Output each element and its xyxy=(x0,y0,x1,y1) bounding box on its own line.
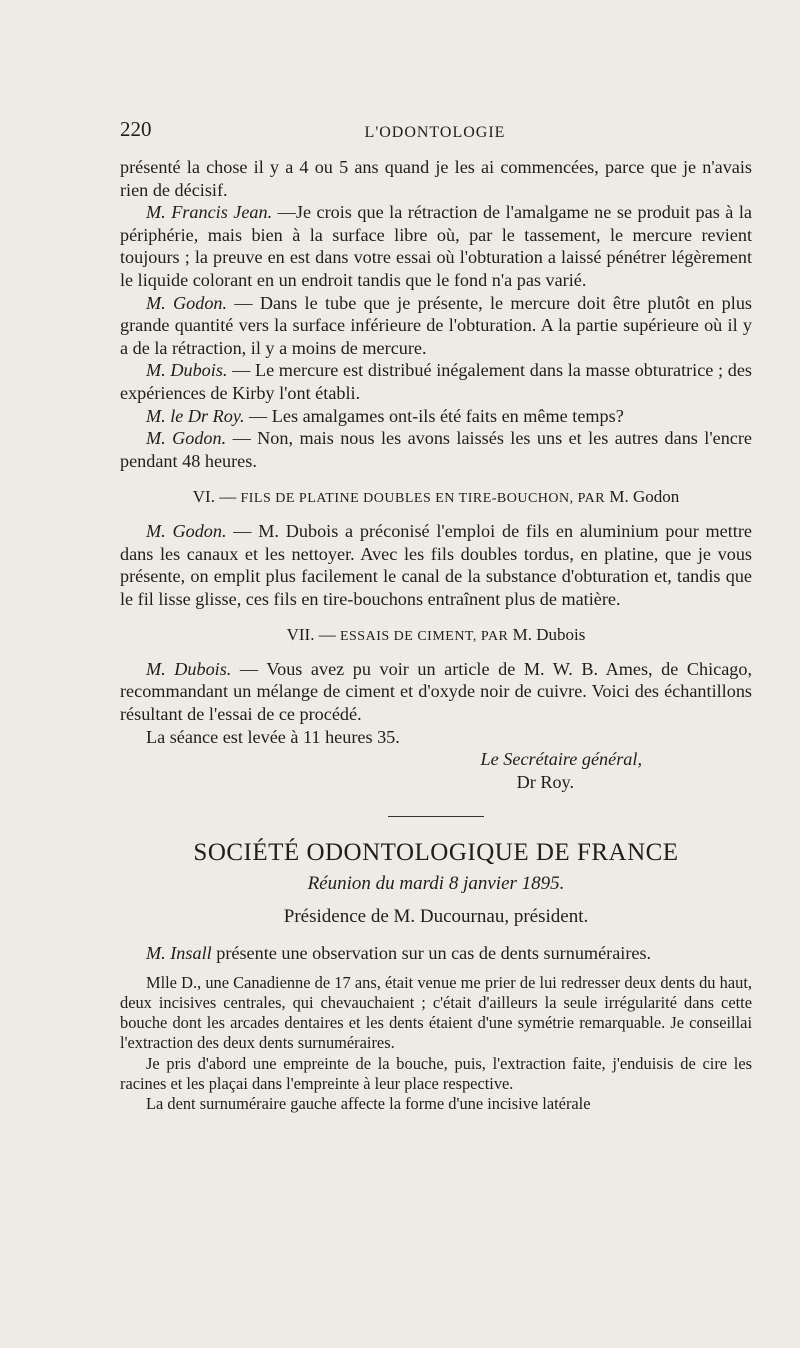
speech: présente une observation sur un cas de dents surnuméraires. xyxy=(211,943,652,964)
running-title: L'ODONTOLOGIE xyxy=(364,124,506,141)
paragraph: Je pris d'abord une empreinte de la bouche, puis, l'extraction faite, j'enduisis de cire les racines et les plaçai dans l'empreinte à leur place respective. xyxy=(120,1053,752,1093)
paragraph xyxy=(120,359,752,404)
speaker: M. Insall xyxy=(146,943,212,964)
section-number: VII. — xyxy=(286,625,340,645)
speech: — Non, mais nous les avons laissés les uns et les autres dans l'encre pendant 48 heures. xyxy=(120,428,752,471)
section-title: ESSAIS DE CIMENT, PAR xyxy=(339,629,509,645)
paragraph xyxy=(120,201,752,291)
paragraph: présenté la chose il y a 4 ou 5 ans quand je les ai commencées, parce que je n'avais rien de décisif. xyxy=(120,157,752,200)
speaker: M. Dubois. xyxy=(146,658,232,679)
signature-role: Le Secrétaire général, xyxy=(480,749,642,770)
section-heading xyxy=(120,486,752,511)
speaker: M. Francis Jean. xyxy=(146,202,273,223)
speaker: M. Godon. xyxy=(146,520,227,541)
speech: — Le mercure est distribué inégalement dans la masse obturatrice ; des expériences de Kirby l'ont établi. xyxy=(120,360,752,403)
speaker: M. Godon. xyxy=(146,292,228,313)
section-author: M. Dubois xyxy=(508,625,586,645)
speaker: M. Dubois. xyxy=(146,360,228,381)
section-heading xyxy=(120,624,752,649)
presidency: Présidence de M. Ducournau, président. xyxy=(283,905,589,927)
section-author: M. Godon xyxy=(605,487,680,507)
paragraph: La dent surnuméraire gauche affecte la forme d'une incisive latérale xyxy=(146,1094,591,1114)
page-number: 220 xyxy=(120,117,152,141)
paragraph: Mlle D., une Canadienne de 17 ans, était venue me prier de lui redresser deux dents du haut, deux incisives centrales, qui chevauchaient ; c'était d'ailleurs la seule irrégularité dans cette bouche dont les arcades dentaires et les dents étaient d'une symétrie remarquable. Je conseillai l'extraction des deux dents surnuméraires. xyxy=(120,972,752,1053)
paragraph xyxy=(120,942,752,965)
meeting-date: Réunion du mardi 8 janvier 1895. xyxy=(307,873,565,895)
signature-name: Dr Roy. xyxy=(516,771,574,792)
speech: — Dans le tube que je présente, le mercure doit être plutôt en plus grande quantité vers la surface inférieure de l'obturation. A la partie supérieure où il y a de la rétraction, il y a moins de mercure. xyxy=(120,292,752,358)
paragraph xyxy=(120,405,752,428)
speech: —Je crois que la rétraction de l'amalgame ne se produit pas à la périphérie, mais bien à la surface libre où, par le tassement, le mercure revient toujours ; la preuve en est dans votre essai où l'obturation a laissé pénétrer légèrement le liquide colorant en un endroit tandis que le fond n'a pas varié. xyxy=(120,202,753,290)
speaker: M. le Dr Roy. xyxy=(146,405,245,426)
paragraph xyxy=(120,658,752,726)
paragraph xyxy=(120,427,752,472)
speech: — Vous avez pu voir un article de M. W. B. Ames, de Chicago, recommandant un mélange de ciment et d'oxyde noir de cuivre. Voici des échantillons résultant de l'essai de ce procédé. xyxy=(120,658,753,725)
section-number: VI. — xyxy=(192,487,241,507)
section-title: FILS DE PLATINE DOUBLES EN TIRE-BOUCHON, PAR xyxy=(240,491,606,507)
paragraph xyxy=(120,520,752,610)
body-text xyxy=(120,156,752,1114)
speaker: M. Godon. xyxy=(146,428,227,449)
speech: — M. Dubois a préconisé l'emploi de fils en aluminium pour mettre dans les canaux et les nettoyer. Avec les fils doubles tordus, en platine, que je vous présente, on emplit plus facilement le canal de la substance d'obturation et, tandis que le fil lisse glisse, ces fils en tire-bouchons entraînent plus de matière. xyxy=(120,520,752,609)
divider xyxy=(388,816,484,817)
paragraph xyxy=(120,292,752,360)
society-title: SOCIÉTÉ ODONTOLOGIQUE DE FRANCE xyxy=(193,839,679,867)
speech: — Les amalgames ont-ils été faits en même temps? xyxy=(244,405,624,426)
paragraph: La séance est levée à 11 heures 35. xyxy=(146,726,400,747)
